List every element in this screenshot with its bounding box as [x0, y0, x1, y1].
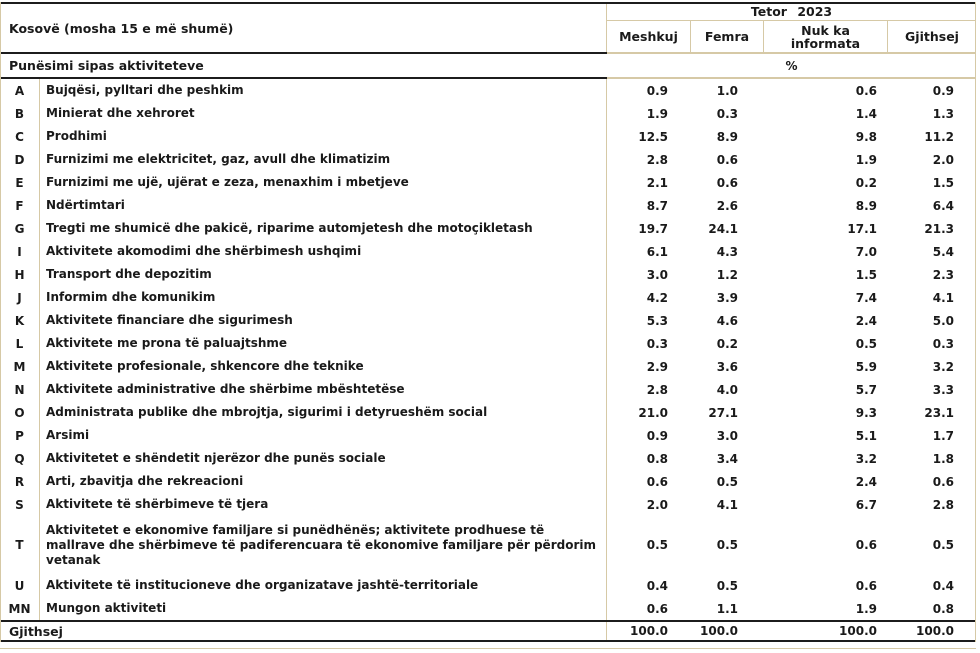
value-femra: 4.3 — [716, 244, 738, 259]
value-femra: 1.1 — [716, 601, 738, 616]
value-gjithsej: 2.0 — [932, 152, 954, 167]
value-nuk-ka-informata: 0.2 — [855, 175, 877, 190]
value-meshkuj: 2.1 — [646, 175, 668, 190]
value-femra: 0.5 — [716, 474, 738, 489]
value-nuk-ka-informata: 5.7 — [855, 382, 877, 397]
value-meshkuj: 0.6 — [646, 601, 668, 616]
row-code: Q — [0, 447, 40, 470]
value-femra: 1.0 — [716, 83, 738, 98]
row-activity: Aktivitete profesionale, shkencore dhe teknike — [40, 355, 607, 378]
total-row — [0, 622, 976, 640]
value-femra: 0.3 — [716, 106, 738, 121]
value-meshkuj: 3.0 — [646, 267, 668, 282]
value-gjithsej: 2.8 — [932, 497, 954, 512]
value-nuk-ka-informata: 6.7 — [855, 497, 877, 512]
row-activity: Furnizimi me elektricitet, gaz, avull dhe klimatizim — [40, 148, 607, 171]
table-row-b — [0, 102, 976, 125]
value-nuk-ka-informata: 2.4 — [855, 474, 877, 489]
table-row-c — [0, 125, 976, 148]
value-gjithsej: 1.8 — [932, 451, 954, 466]
row-activity: Informim dhe komunikim — [40, 286, 607, 309]
row-code: K — [0, 309, 40, 332]
column-header-nuk-ka-informata: Nuk ka informata — [763, 21, 887, 52]
value-gjithsej: 3.3 — [932, 382, 954, 397]
table-row-s — [0, 493, 976, 516]
period-header: Tetor 2023 — [607, 4, 976, 21]
table-row-j — [0, 286, 976, 309]
unit-label: % — [785, 58, 798, 73]
table — [0, 2, 976, 642]
table-title: Kosovë (mosha 15 e më shumë) — [0, 4, 607, 52]
row-code: B — [0, 102, 40, 125]
value-gjithsej: 0.9 — [932, 83, 954, 98]
value-meshkuj: 2.8 — [646, 152, 668, 167]
row-activity: Tregti me shumicë dhe pakicë, riparime automjetesh dhe motoçikletash — [40, 217, 607, 240]
value-meshkuj: 0.8 — [646, 451, 668, 466]
table-row-o — [0, 401, 976, 424]
table-row-h — [0, 263, 976, 286]
value-meshkuj: 12.5 — [638, 129, 668, 144]
value-nuk-ka-informata: 9.8 — [855, 129, 877, 144]
row-code: L — [0, 332, 40, 355]
row-code: T — [0, 516, 40, 574]
value-meshkuj: 2.9 — [646, 359, 668, 374]
value-femra: 1.2 — [716, 267, 738, 282]
value-nuk-ka-informata: 5.1 — [855, 428, 877, 443]
value-gjithsej: 23.1 — [924, 405, 954, 420]
value-nuk-ka-informata: 2.4 — [855, 313, 877, 328]
table-row-mn — [0, 597, 976, 620]
value-meshkuj: 2.8 — [646, 382, 668, 397]
row-code: O — [0, 401, 40, 424]
value-meshkuj: 19.7 — [638, 221, 668, 236]
table-row-k — [0, 309, 976, 332]
row-activity: Aktivitete të institucioneve dhe organizatave jashtë-territoriale — [40, 574, 607, 597]
row-code: MN — [0, 597, 40, 620]
table-header — [0, 4, 976, 52]
value-nuk-ka-informata: 8.9 — [855, 198, 877, 213]
value-nuk-ka-informata: 0.6 — [855, 578, 877, 593]
value-femra: 0.6 — [716, 152, 738, 167]
value-nuk-ka-informata: 1.5 — [855, 267, 877, 282]
total-value-meshkuj: 100.0 — [630, 624, 668, 638]
value-gjithsej: 2.3 — [932, 267, 954, 282]
row-code: R — [0, 470, 40, 493]
header-separator — [0, 52, 976, 54]
column-headers — [607, 21, 976, 52]
total-value-nuk-ka-informata: 100.0 — [839, 624, 877, 638]
row-code: C — [0, 125, 40, 148]
row-activity: Bujqësi, pylltari dhe peshkim — [40, 79, 607, 102]
value-femra: 3.6 — [716, 359, 738, 374]
value-meshkuj: 4.2 — [646, 290, 668, 305]
table-row-g — [0, 217, 976, 240]
value-nuk-ka-informata: 1.9 — [855, 601, 877, 616]
value-femra: 0.2 — [716, 336, 738, 351]
value-gjithsej: 11.2 — [924, 129, 954, 144]
bottom-rule — [0, 648, 976, 649]
row-activity: Aktivitetet e shëndetit njerëzor dhe punës sociale — [40, 447, 607, 470]
table-row-m — [0, 355, 976, 378]
value-gjithsej: 0.3 — [932, 336, 954, 351]
column-header-gjithsej: Gjithsej — [887, 21, 976, 52]
value-gjithsej: 5.0 — [932, 313, 954, 328]
value-nuk-ka-informata: 17.1 — [847, 221, 877, 236]
value-gjithsej: 0.8 — [932, 601, 954, 616]
row-code: J — [0, 286, 40, 309]
value-femra: 3.0 — [716, 428, 738, 443]
value-femra: 0.5 — [716, 538, 738, 552]
value-meshkuj: 2.0 — [646, 497, 668, 512]
table-row-e — [0, 171, 976, 194]
row-activity: Administrata publike dhe mbrojtja, sigurimi i detyrueshëm social — [40, 401, 607, 424]
row-code: S — [0, 493, 40, 516]
value-nuk-ka-informata: 7.4 — [855, 290, 877, 305]
row-code: U — [0, 574, 40, 597]
row-code: H — [0, 263, 40, 286]
row-activity: Arsimi — [40, 424, 607, 447]
row-activity: Aktivitetet e ekonomive familjare si punëdhënës; aktivitete prodhuese të mallrave dhe shërbimeve të padiferencuara të ekonomive familjare për përdorim vetanak — [40, 516, 607, 574]
value-gjithsej: 3.2 — [932, 359, 954, 374]
value-meshkuj: 21.0 — [638, 405, 668, 420]
value-femra: 4.0 — [716, 382, 738, 397]
row-code: E — [0, 171, 40, 194]
value-femra: 3.4 — [716, 451, 738, 466]
value-femra: 3.9 — [716, 290, 738, 305]
value-nuk-ka-informata: 0.6 — [855, 83, 877, 98]
table-outer-border-right — [975, 2, 976, 642]
value-gjithsej: 0.4 — [932, 578, 954, 593]
table-row-t — [0, 516, 976, 574]
table-bottom-border — [0, 640, 976, 642]
table-row-r — [0, 470, 976, 493]
column-header-meshkuj: Meshkuj — [619, 29, 678, 44]
value-femra: 4.1 — [716, 497, 738, 512]
total-values — [607, 624, 976, 638]
value-nuk-ka-informata: 9.3 — [855, 405, 877, 420]
table-header-right — [607, 4, 976, 52]
row-activity: Transport dhe depozitim — [40, 263, 607, 286]
table-row-a — [0, 79, 976, 102]
value-meshkuj: 1.9 — [646, 106, 668, 121]
value-femra: 4.6 — [716, 313, 738, 328]
row-code: A — [0, 79, 40, 102]
row-code: G — [0, 217, 40, 240]
row-activity: Ndërtimtari — [40, 194, 607, 217]
value-meshkuj: 0.3 — [646, 336, 668, 351]
total-label: Gjithsej — [0, 622, 607, 640]
total-value-femra: 100.0 — [700, 624, 738, 638]
value-gjithsej: 0.6 — [932, 474, 954, 489]
value-gjithsej: 0.5 — [932, 538, 954, 552]
value-gjithsej: 1.7 — [932, 428, 954, 443]
value-nuk-ka-informata: 0.6 — [855, 538, 877, 552]
value-gjithsej: 6.4 — [932, 198, 954, 213]
table-row-d — [0, 148, 976, 171]
value-femra: 27.1 — [708, 405, 738, 420]
value-gjithsej: 1.3 — [932, 106, 954, 121]
value-gjithsej: 5.4 — [932, 244, 954, 259]
value-nuk-ka-informata: 1.4 — [855, 106, 877, 121]
table-row-n — [0, 378, 976, 401]
value-meshkuj: 0.5 — [646, 538, 668, 552]
value-femra: 24.1 — [708, 221, 738, 236]
row-code: P — [0, 424, 40, 447]
value-femra: 0.5 — [716, 578, 738, 593]
table-row-i — [0, 240, 976, 263]
row-code: D — [0, 148, 40, 171]
table-row-f — [0, 194, 976, 217]
value-nuk-ka-informata: 5.9 — [855, 359, 877, 374]
row-activity: Mungon aktiviteti — [40, 597, 607, 620]
table-row-l — [0, 332, 976, 355]
row-activity: Arti, zbavitja dhe rekreacioni — [40, 470, 607, 493]
value-femra: 0.6 — [716, 175, 738, 190]
row-activity: Furnizimi me ujë, ujërat e zeza, menaxhim i mbetjeve — [40, 171, 607, 194]
row-activity: Aktivitete administrative dhe shërbime mbështetëse — [40, 378, 607, 401]
value-meshkuj: 6.1 — [646, 244, 668, 259]
value-meshkuj: 0.4 — [646, 578, 668, 593]
value-meshkuj: 0.9 — [646, 428, 668, 443]
row-code: F — [0, 194, 40, 217]
table-row-q — [0, 447, 976, 470]
value-meshkuj: 0.6 — [646, 474, 668, 489]
value-gjithsej: 4.1 — [932, 290, 954, 305]
row-activity: Aktivitete me prona të paluajtshme — [40, 332, 607, 355]
row-activity: Aktivitete financiare dhe sigurimesh — [40, 309, 607, 332]
row-activity: Aktivitete akomodimi dhe shërbimesh ushqimi — [40, 240, 607, 263]
row-activity: Aktivitete të shërbimeve të tjera — [40, 493, 607, 516]
row-code: I — [0, 240, 40, 263]
value-femra: 8.9 — [716, 129, 738, 144]
row-code: M — [0, 355, 40, 378]
value-meshkuj: 0.9 — [646, 83, 668, 98]
section-row — [0, 54, 976, 77]
value-gjithsej: 1.5 — [932, 175, 954, 190]
table-row-u — [0, 574, 976, 597]
table-outer-border-left — [0, 2, 1, 642]
value-nuk-ka-informata: 0.5 — [855, 336, 877, 351]
row-activity: Minierat dhe xehroret — [40, 102, 607, 125]
value-femra: 2.6 — [716, 198, 738, 213]
value-meshkuj: 8.7 — [646, 198, 668, 213]
value-nuk-ka-informata: 7.0 — [855, 244, 877, 259]
value-nuk-ka-informata: 1.9 — [855, 152, 877, 167]
section-title: Punësimi sipas aktiviteteve — [9, 58, 204, 73]
value-meshkuj: 5.3 — [646, 313, 668, 328]
value-nuk-ka-informata: 3.2 — [855, 451, 877, 466]
table-body — [0, 79, 976, 620]
total-value-gjithsej: 100.0 — [916, 624, 954, 638]
row-code: N — [0, 378, 40, 401]
table-row-p — [0, 424, 976, 447]
row-activity: Prodhimi — [40, 125, 607, 148]
column-header-femra: Femra — [690, 21, 763, 52]
value-gjithsej: 21.3 — [924, 221, 954, 236]
